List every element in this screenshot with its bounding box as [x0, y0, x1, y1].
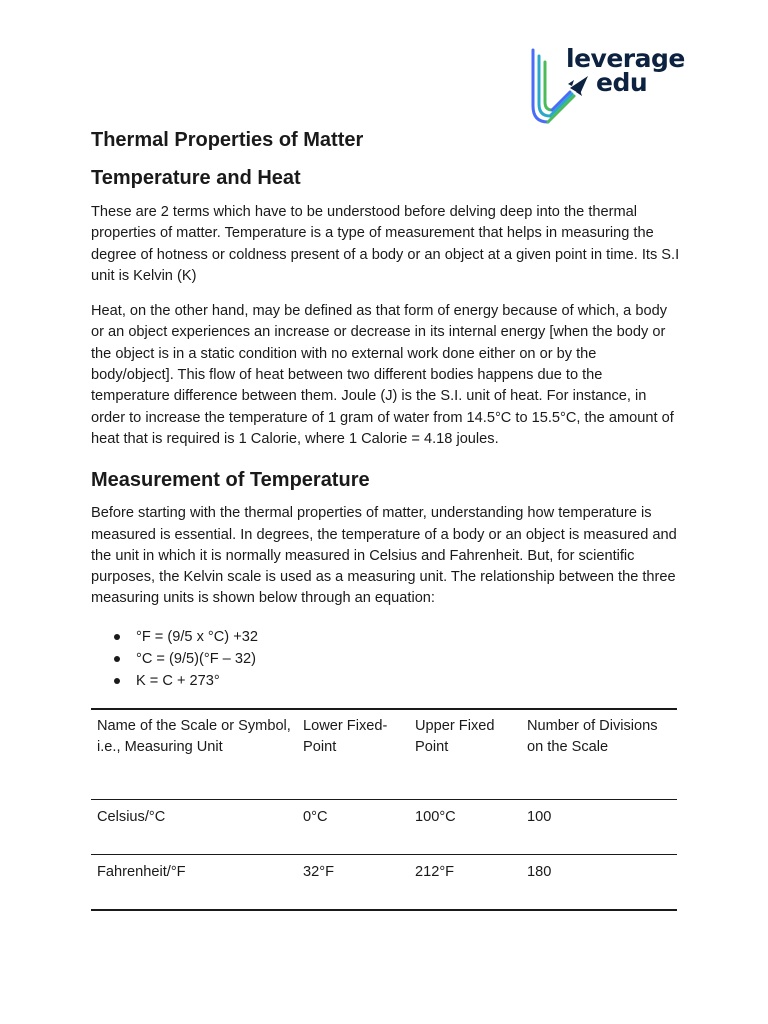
table-cell: Fahrenheit/°F [97, 864, 186, 881]
table-header-cell: Name of the Scale or Symbol, i.e., Measuring Unit [97, 717, 291, 755]
paragraph-heat: Heat, on the other hand, may be defined as that form of energy because of which, a body or an object experiences an increase or decrease in its internal energy [when the body or the object is in a static condition with no external work done either on or by the body/object]. This flow of heat between two different bodies happens due to the temperature difference between them. Joule (J) is the S.I. unit of heat. For instance, in order to increase the temperature of 1 gram of water from 14.5°C to 15.5°C, the amount of heat that is required is 1 Calorie, where 1 Calorie = 4.18 joules. [91, 303, 674, 447]
paragraph-temperature: These are 2 terms which have to be understood before delving deep into the thermal properties of matter. Temperature is a type of measurement that helps in measuring the degree of hotness or coldness present of a body or an object at a given point in time. Its S.I unit is Kelvin (K) [91, 204, 680, 284]
table-cell: 32°F [303, 864, 334, 881]
document-body [91, 126, 681, 911]
paragraph-measurement: Before starting with the thermal properties of matter, understanding how temperature is measured is essential. In degrees, the temperature of a body or an object is measured and the unit in which it is normally measured in Celsius and Fahrenheit. But, for scientific purposes, the Kelvin scale is used as a measuring unit. The relationship between the three measuring units is shown below through an equation: [91, 505, 677, 607]
leverage-edu-logo [530, 44, 685, 126]
table-cell: 100 [527, 809, 552, 826]
logo-text-leverage: leverage [566, 44, 685, 73]
equation-list [91, 626, 681, 692]
list-item: °F = (9/5 x °C) +32 [91, 626, 681, 648]
table-header-cell: Number of Divisions on the Scale [527, 717, 658, 755]
table-header-cell: Lower Fixed-Point [303, 717, 388, 755]
table-cell: 180 [527, 864, 552, 881]
list-item: °C = (9/5)(°F – 32) [91, 648, 681, 670]
table-header-cell: Upper Fixed Point [415, 717, 495, 755]
section-heading-measurement: Measurement of Temperature [91, 469, 370, 492]
section-heading-temperature-heat: Temperature and Heat [91, 167, 301, 189]
list-item: K = C + 273° [91, 670, 681, 692]
table-cell: 212°F [415, 864, 455, 881]
table-row [91, 800, 677, 855]
table-header-row [91, 709, 677, 800]
table-cell: 100°C [415, 809, 456, 826]
logo-text-edu: edu [596, 68, 648, 97]
table-cell: Celsius/°C [97, 809, 166, 826]
temperature-scales-table [91, 708, 677, 911]
table-cell: 0°C [303, 809, 328, 826]
document-title: Thermal Properties of Matter [91, 129, 364, 151]
table-row [91, 855, 677, 910]
